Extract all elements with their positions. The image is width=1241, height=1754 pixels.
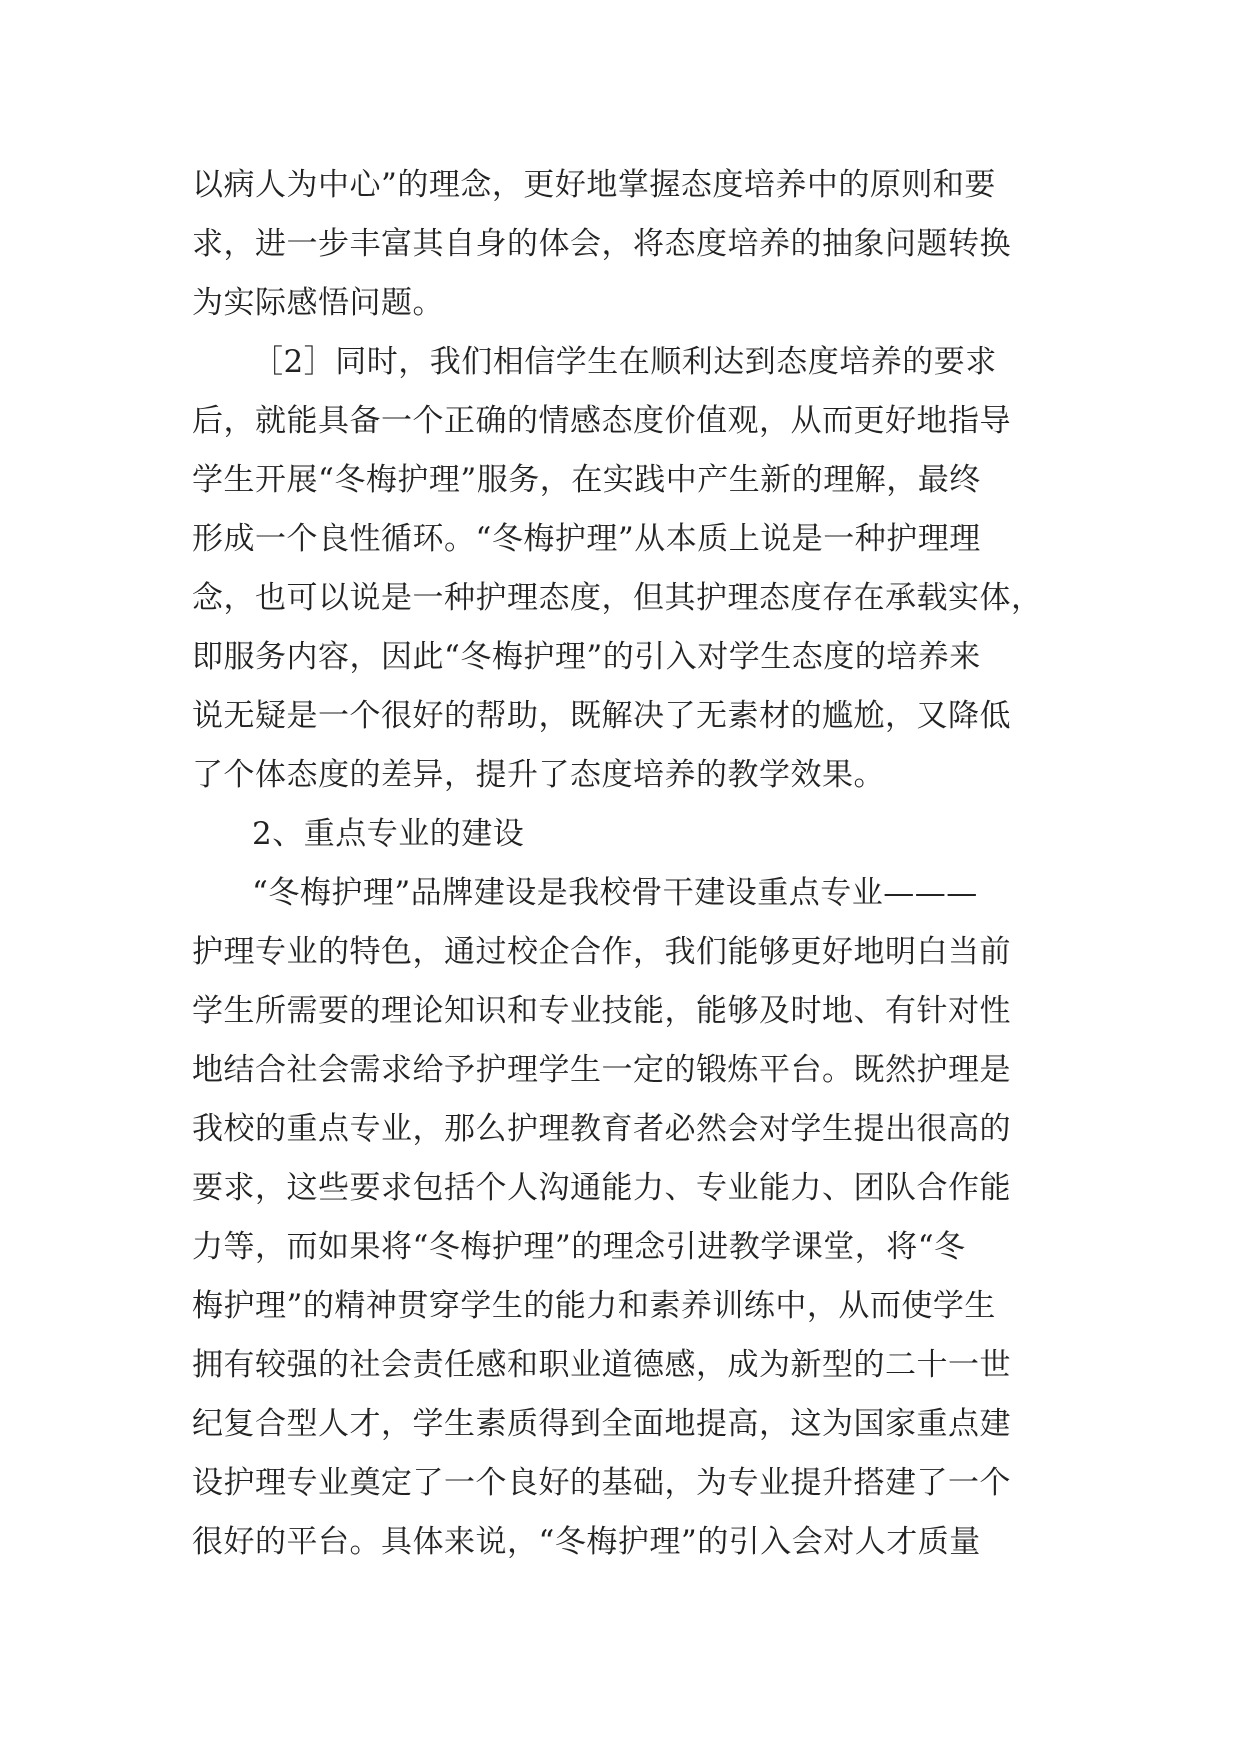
section-heading: 2、重点专业的建设: [252, 816, 525, 852]
text-line: 求，进一步丰富其自身的体会，将态度培养的抽象问题转换: [192, 226, 1011, 262]
text-line: 学生所需要的理论知识和专业技能，能够及时地、有针对性: [192, 993, 1011, 1029]
text-line: 学生开展“冬梅护理”服务，在实践中产生新的理解，最终: [192, 462, 981, 498]
text-line: 了个体态度的差异，提升了态度培养的教学效果。: [192, 757, 885, 793]
text-line: 即服务内容，因此“冬梅护理”的引入对学生态度的培养来: [192, 639, 981, 675]
text-line: 以病人为中心”的理念，更好地掌握态度培养中的原则和要: [192, 167, 996, 203]
text-line: 后，就能具备一个正确的情感态度价值观，从而更好地指导: [192, 403, 1011, 439]
text-line: 为实际感悟问题。: [192, 285, 444, 321]
text-line: 要求，这些要求包括个人沟通能力、专业能力、团队合作能: [192, 1170, 1011, 1206]
text-line: 形成一个良性循环。“冬梅护理”从本质上说是一种护理理: [192, 521, 981, 557]
text-line: 纪复合型人才，学生素质得到全面地提高，这为国家重点建: [192, 1406, 1011, 1442]
paragraph-start-line: “冬梅护理”品牌建设是我校骨干建设重点专业———: [252, 875, 978, 911]
body-text: [192, 156, 1052, 1572]
text-line: 地结合社会需求给予护理学生一定的锻炼平台。既然护理是: [192, 1052, 1011, 1088]
text-line: 说无疑是一个很好的帮助，既解决了无素材的尴尬，又降低: [192, 698, 1011, 734]
text-line: 很好的平台。具体来说，“冬梅护理”的引入会对人才质量: [192, 1524, 981, 1560]
text-line: 拥有较强的社会责任感和职业道德感，成为新型的二十一世: [192, 1347, 1011, 1383]
text-line: 护理专业的特色，通过校企合作，我们能够更好地明白当前: [192, 934, 1011, 970]
paragraph-start-line: ［2］同时，我们相信学生在顺利达到态度培养的要求: [252, 344, 997, 380]
text-line: 念，也可以说是一种护理态度，但其护理态度存在承载实体，: [192, 580, 1043, 616]
text-line: 力等，而如果将“冬梅护理”的理念引进教学课堂，将“冬: [192, 1229, 966, 1265]
text-line: 我校的重点专业，那么护理教育者必然会对学生提出很高的: [192, 1111, 1011, 1147]
text-line: 梅护理”的精神贯穿学生的能力和素养训练中，从而使学生: [192, 1288, 996, 1324]
text-line: 设护理专业奠定了一个良好的基础，为专业提升搭建了一个: [192, 1465, 1011, 1501]
